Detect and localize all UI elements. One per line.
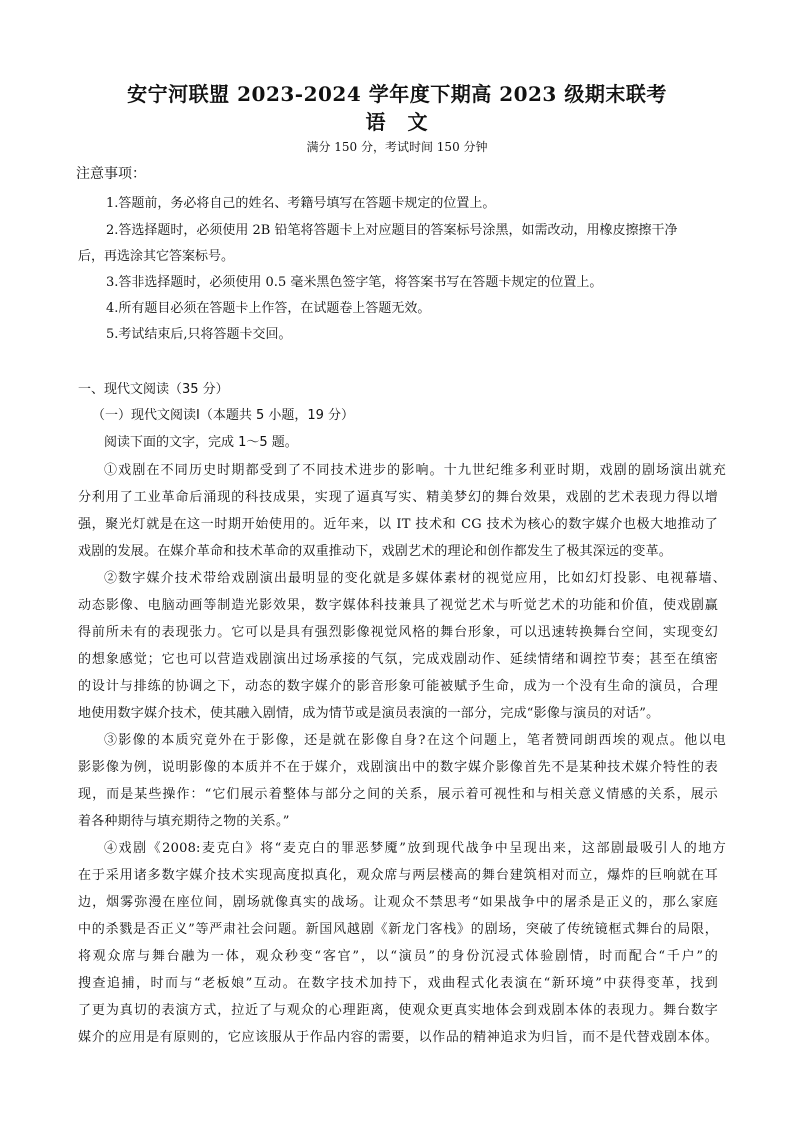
passage-line: 在于采用诸多数字媒介技术实现高度拟真化，观众席与两层楼高的舞台建筑相对而立，爆炸的巨响就在耳 — [78, 868, 718, 883]
passage-line: 现，而是某些操作：“它们展示着整体与部分之间的关系，展示着可视性和与相关意义情感的关系，展示 — [78, 787, 718, 802]
passage-line: ②数字媒介技术带给戏剧演出最明显的变化就是多媒体素材的视觉应用，比如幻灯投影、电视幕墙、 — [104, 571, 726, 586]
notice-line: 5.考试结束后,只将答题卡交回。 — [106, 327, 292, 342]
passage-line: 得前所未有的表现张力。它可以是具有强烈影像视觉风格的舞台形象，可以迅速转换舞台空间，实现变幻 — [78, 625, 718, 640]
passage-line: ③影像的本质究竟外在于影像，还是就在影像自身?在这个问题上，笔者赞同朗西埃的观点。他以电 — [104, 733, 726, 748]
passage-line: 地使用数字媒介技术，使其融入剧情，成为情节或是演员表演的一部分，完成“影像与演员的对话”。 — [78, 706, 660, 721]
passage-line: 着各种期待与填充期待之物的关系。” — [78, 814, 290, 829]
score-info: 满分 150 分，考试时间 150 分钟 — [306, 140, 488, 154]
passage-line: 了更为真切的表演方式，拉近了与观众的心理距离，使观众更真实地体会到戏剧本体的表现力。舞台数字 — [78, 1003, 718, 1018]
notice-line: 后，再选涂其它答案标号。 — [78, 249, 235, 264]
passage-line: 强，聚光灯就是在这一时期开始使用的。近年来，以 IT 技术和 CG 技术为核心的数字媒介也极大地推动了 — [78, 517, 718, 532]
passage-line: 戏剧的发展。在媒介革命和技术革命的双重推动下，戏剧艺术的理论和创作都发生了极其深远的变革。 — [78, 544, 673, 559]
subject-title: 语 文 — [365, 110, 429, 134]
passage-line: 的设计与排练的协调之下，动态的数字媒介的影音形象可能被赋予生命，成为一个没有生命的演员，合理 — [78, 679, 718, 694]
notice-line: 3.答非选择题时，必须使用 0.5 毫米黑色签字笔，将答案书写在答题卡规定的位置上。 — [106, 275, 603, 290]
passage-line: 动态影像、电脑动画等制造光影效果，数字媒体科技兼具了视觉艺术与听觉艺术的功能和价值，使戏剧赢 — [78, 598, 718, 613]
notice-line: 2.答选择题时，必须使用 2B 铅笔将答题卡上对应题目的答案标号涂黑，如需改动，用橡皮擦擦干净 — [106, 223, 678, 238]
exam-title: 安宁河联盟 2023-2024 学年度下期高 2023 级期末联考 — [127, 82, 667, 106]
passage-line: 媒介的应用是有原则的，它应该服从于作品内容的需要，以作品的精神追求为归旨，而不是代替戏剧本体。 — [78, 1030, 718, 1045]
passage-line: 搜查追捕，时而与“老板娘”互动。在数字技术加持下，戏曲程式化表演在“新环境”中获得变革，找到 — [78, 976, 718, 991]
section-heading: 一、现代文阅读（35 分） — [78, 382, 229, 397]
passage-line: ④戏剧《2008:麦克白》将“麦克白的罪恶梦魇”放到现代战争中呈现出来，这部剧最吸引人的地方 — [104, 841, 726, 856]
notice-line: 1.答题前，务必将自己的姓名、考籍号填写在答题卡规定的位置上。 — [106, 196, 496, 211]
passage-line: 分利用了工业革命后涌现的科技成果，实现了逼真写实、精美梦幻的舞台效果，戏剧的艺术表现力得以增 — [78, 490, 718, 505]
reading-instruction: 阅读下面的文字，完成 1～5 题。 — [104, 435, 298, 450]
notice-line: 4.所有题目必须在答题卡上作答，在试题卷上答题无效。 — [106, 301, 431, 316]
passage-line: 中的杀戮是否正义”等严肃社会问题。新国风越剧《新龙门客栈》的剧场，突破了传统镜框式舞台的局限， — [78, 922, 718, 937]
notice-heading: 注意事项： — [76, 166, 146, 182]
passage-line: ①戏剧在不同历史时期都受到了不同技术进步的影响。十九世纪维多利亚时期，戏剧的剧场演出就充 — [104, 463, 726, 478]
passage-line: 影影像为例，说明影像的本质并不在于媒介，戏剧演出中的数字媒介影像首先不是某种技术媒介特性的表 — [78, 760, 718, 775]
passage-line: 边，烟雾弥漫在座位间，剧场就像真实的战场。让观众不禁思考“如果战争中的屠杀是正义的，那么家庭 — [78, 895, 718, 910]
passage-line: 的想象感觉；它也可以营造戏剧演出过场承接的气氛，完成戏剧动作、延续情绪和调控节奏；甚至在缜密 — [78, 652, 718, 667]
section-sub-heading: （一）现代文阅读Ⅰ（本题共 5 小题，19 分） — [92, 408, 355, 423]
passage-line: 将观众席与舞台融为一体，观众秒变“客官”，以“演员”的身份沉浸式体验剧情，时而配合“千户”的 — [78, 949, 718, 964]
